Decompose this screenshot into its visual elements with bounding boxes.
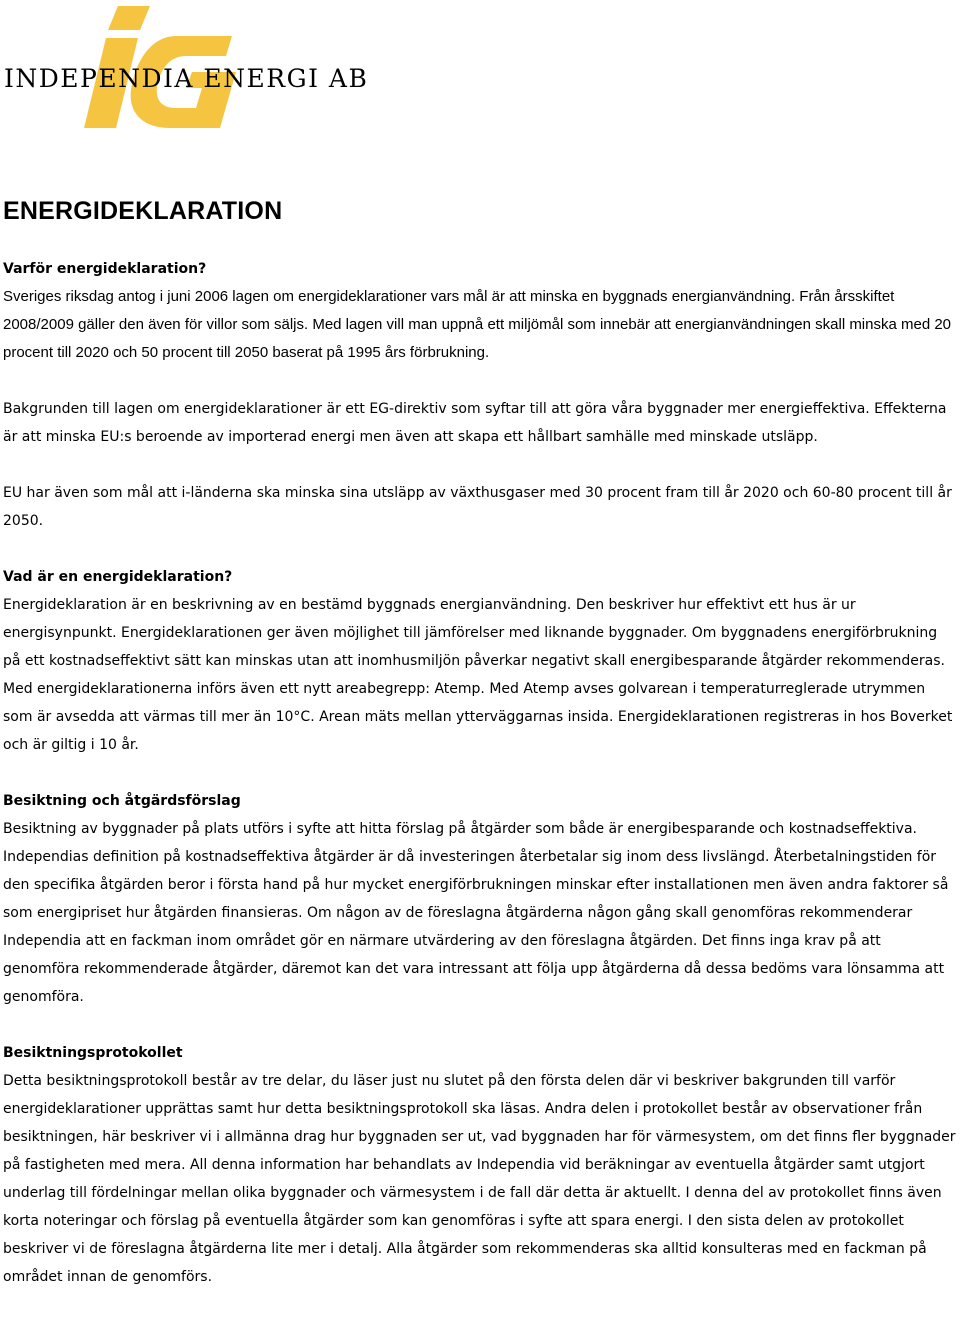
section-heading: Vad är en energideklaration? xyxy=(3,569,233,585)
section-why xyxy=(3,255,959,535)
section-heading: Besiktning och åtgärdsförslag xyxy=(3,793,241,809)
section-heading: Varför energideklaration? xyxy=(3,261,207,277)
section-what xyxy=(3,563,959,759)
paragraph: Detta besiktningsprotokoll består av tre delar, du läser just nu slutet på den första delen där vi beskriver bakgrunden till varför energideklarationer upprättas samt hur detta besiktningsprotokoll ska läsas. Andra delen i protokollet består av observationer från besiktningen, här beskriver vi i allmänna drag hur byggnaden ser ut, vad byggnaden har för värmesystem, om det finns fler byggnader på fastigheten med mera. All denna information har behandlats av Independia vid beräkningar av eventuella åtgärder samt utgjort underlag till fördelningar mellan olika byggnader och värmesystem i de fall där detta är aktuellt. I denna del av protokollet finns även korta noteringar och förslag på eventuella åtgärder som kan genomföras i syfte att spara energi. I den sista delen av protokollet beskriver vi de föreslagna åtgärderna lite mer i detalj. Alla åtgärder som rekommenderas ska alltid konsulteras med en fackman på området innan de genomförs. xyxy=(3,1073,956,1285)
company-name: INDEPENDIA ENERGI AB xyxy=(4,64,369,93)
paragraph: Energideklaration är en beskrivning av en bestämd byggnads energianvändning. Den beskriver hur effektivt ett hus är ur energisynpunkt. Energideklarationen ger även möjlighet till jämförelser med liknande byggnader. Om byggnadens energiförbrukning på ett kostnadseffektivt sätt kan minskas utan att inomhusmiljön påverkar negativt skall energibesparande åtgärder rekommenderas. Med energideklarationerna införs även ett nytt areabegrepp: Atemp. Med Atemp avses golvarean i temperaturreglerade utrymmen som är avsedda att värmas till mer än 10°C. Arean mäts mellan ytterväggarnas insida. Energideklarationen registreras in hos Boverket och är giltig i 10 år. xyxy=(3,597,953,753)
document-body xyxy=(3,193,959,1291)
section-heading: Besiktningsprotokollet xyxy=(3,1045,183,1061)
section-inspection xyxy=(3,787,959,1011)
document-title: ENERGIDEKLARATION xyxy=(3,197,283,225)
company-logo xyxy=(0,0,369,135)
paragraph: Bakgrunden till lagen om energideklarationer är ett EG-direktiv som syftar till att göra våra byggnader mer energieffektiva. Effekterna är att minska EU:s beroende av importerad energi men även att skapa ett hållbart samhälle med minskade utsläpp. xyxy=(3,401,947,445)
paragraph: Besiktning av byggnader på plats utförs i syfte att hitta förslag på åtgärder som både är energibesparande och kostnadseffektiva. Independias definition på kostnadseffektiva åtgärder är då investeringen återbetalar sig inom dess livslängd. Återbetalningstiden för den specifika åtgärden beror i första hand på hur mycket energiförbrukningen minskar efter installationen men även andra faktorer så som energipriset hur åtgärden finansieras. Om någon av de föreslagna åtgärderna någon gång skall genomföras rekommenderar Independia att en fackman inom området gör en närmare utvärdering av den föreslagna åtgärden. Det finns inga krav på att genomföra rekommenderade åtgärder, däremot kan det vara intressant att följa upp åtgärderna då dessa bedöms vara lönsamma att genomföra. xyxy=(3,821,949,1005)
paragraph: EU har även som mål att i-länderna ska minska sina utsläpp av växthusgaser med 30 procent fram till år 2020 och 60-80 procent till år 2050. xyxy=(3,485,952,529)
paragraph: Sveriges riksdag antog i juni 2006 lagen om energideklarationer vars mål är att minska en byggnads energianvändning. Från årsskiftet 2008/2009 gäller den även för villor som säljs. Med lagen vill man uppnå ett miljömål som innebär att energianvändningen skall minska med 20 procent till 2020 och 50 procent till 2050 baserat på 1995 års förbrukning. xyxy=(3,288,952,361)
section-protocol xyxy=(3,1039,959,1291)
